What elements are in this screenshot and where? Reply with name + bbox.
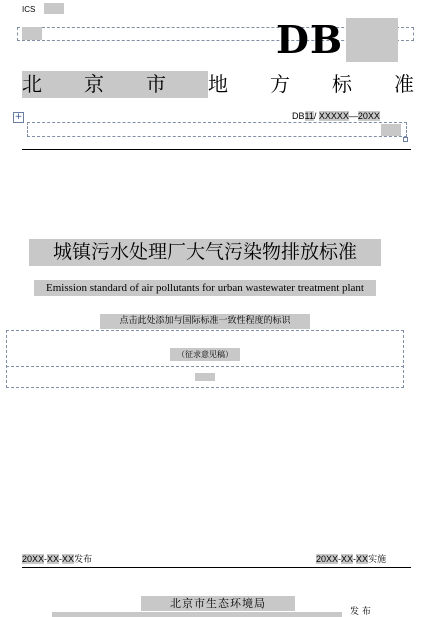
- local-standard-char: 标: [332, 72, 352, 96]
- publish-day[interactable]: XX: [62, 554, 75, 564]
- publish-label: 发布: [74, 555, 93, 565]
- title-chinese[interactable]: 城镇污水处理厂大气污染物排放标准: [52, 241, 357, 263]
- date-sep: -: [338, 554, 342, 564]
- date-sep: -: [353, 554, 357, 564]
- implement-year[interactable]: 20XX: [316, 554, 339, 564]
- local-standard-char: 市: [146, 72, 166, 96]
- issuer-publish-tail: 发 布: [350, 607, 371, 617]
- draft-label[interactable]: （征求意见稿）: [177, 350, 233, 359]
- issuer-name[interactable]: 北京市生态环境局: [170, 597, 266, 610]
- standard-dash: —: [348, 111, 358, 121]
- standard-code[interactable]: 11: [304, 111, 314, 121]
- frame-resize-handle[interactable]: [403, 137, 408, 142]
- ics-code-field[interactable]: [44, 3, 64, 14]
- publish-year[interactable]: 20XX: [22, 554, 45, 564]
- publish-date: [22, 553, 92, 566]
- top-divider: [22, 149, 411, 150]
- standard-serial[interactable]: XXXXX: [318, 111, 349, 121]
- implement-month[interactable]: XX: [341, 554, 354, 564]
- local-standard-char: 地: [208, 72, 228, 96]
- implement-label: 实施: [368, 555, 387, 565]
- draft-extra-field[interactable]: [195, 373, 215, 381]
- local-standard-char: 方: [270, 72, 290, 96]
- local-standard-shading: [22, 71, 208, 98]
- publish-month[interactable]: XX: [47, 554, 60, 564]
- implement-date: [316, 553, 386, 566]
- title-english[interactable]: Emission standard of air pollutants for urban wastewater treatment plant: [46, 282, 364, 294]
- local-standard-char: 准: [394, 72, 414, 96]
- standard-number: [292, 111, 380, 121]
- local-standard-char: 京: [84, 72, 104, 96]
- replace-standard-field[interactable]: [381, 124, 401, 136]
- standard-year[interactable]: 20XX: [357, 111, 380, 121]
- move-handle-icon[interactable]: +: [14, 112, 23, 122]
- ics-label: ICS: [22, 5, 36, 14]
- consistency-note[interactable]: 点击此处添加与国际标准一致性程度的标识: [119, 316, 291, 326]
- date-sep: -: [44, 554, 48, 564]
- issuer-line-shading: [52, 612, 342, 617]
- db-code-field[interactable]: [346, 18, 398, 62]
- standard-prefix: DB: [292, 111, 305, 121]
- date-sep: -: [59, 554, 63, 564]
- replace-standard-frame[interactable]: [27, 122, 407, 137]
- local-standard-char: 北: [22, 72, 42, 96]
- db-logo: DB: [276, 17, 344, 62]
- bottom-divider: [22, 567, 411, 568]
- standard-slash: /: [313, 111, 317, 121]
- implement-day[interactable]: XX: [356, 554, 369, 564]
- ccs-code-field[interactable]: [22, 27, 42, 40]
- draft-frame-divider: [6, 366, 404, 368]
